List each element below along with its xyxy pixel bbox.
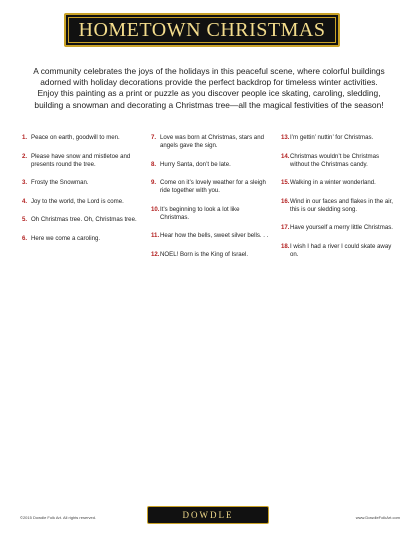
clue-item	[281, 153, 399, 169]
clue-item	[22, 134, 140, 142]
clue-number: 6.	[22, 234, 28, 242]
clue-column-1	[22, 134, 140, 254]
clue-number: 9.	[151, 179, 157, 187]
clue-item	[151, 232, 269, 240]
clue-number: 2.	[22, 152, 28, 160]
clue-item	[281, 134, 399, 142]
clue-item	[22, 216, 140, 224]
clue-item	[281, 198, 399, 214]
clue-number: 12.	[151, 250, 160, 258]
clue-text: It’s beginning to look a lot like Christmas.	[160, 205, 240, 221]
clue-text: Love was born at Christmas, stars and angels gave the sign.	[160, 134, 264, 149]
clue-number: 4.	[22, 197, 28, 205]
clue-text: Hear how the bells, sweet silver bells. . .	[160, 232, 269, 240]
clue-number: 16.	[281, 197, 290, 205]
clue-text: Walking in a winter wonderland.	[290, 179, 376, 187]
clue-item	[22, 198, 140, 206]
clue-text: Please have snow and mistletoe and presents round the tree.	[31, 152, 131, 168]
clue-text: NOEL! Born is the King of Israel.	[160, 250, 249, 258]
clue-text: Peace on earth, goodwill to men.	[31, 134, 120, 141]
clue-item	[22, 235, 140, 243]
clue-item	[22, 153, 140, 169]
copyright-text: ©2015 Dowdle Folk Art. All rights reserved.	[20, 515, 97, 520]
clue-number: 1.	[22, 134, 28, 141]
clue-item	[281, 224, 399, 232]
clue-text: Frosty the Snowman.	[31, 179, 89, 187]
website-link[interactable]: www.DowdleFolkArt.com	[355, 515, 400, 520]
clue-number: 15.	[281, 179, 290, 187]
clue-item	[281, 243, 399, 259]
clue-text: I wish I had a river I could skate away on.	[290, 242, 392, 258]
clue-text: Christmas wouldn’t be Christmas without the Christmas candy.	[290, 152, 380, 168]
clue-number: 10.	[151, 205, 160, 213]
title-banner	[64, 13, 340, 47]
clue-text: Have yourself a merry little Christmas.	[290, 224, 393, 232]
logo-text: DOWDLE	[182, 510, 234, 520]
clue-text: Wind in our faces and flakes in the air, this is our sledding song.	[290, 197, 393, 213]
clue-text: Hurry Santa, don’t be late.	[160, 160, 231, 168]
clue-number: 8.	[151, 160, 157, 168]
clue-item	[151, 206, 269, 222]
dowdle-logo	[147, 506, 269, 524]
intro-paragraph: A community celebrates the joys of the holidays in this peaceful scene, where colorful buildings adorned with holiday decorations provide the perfect backdrop for timeless winter activities. Enjoy this painting as a print or puzzle as you discover people ice skating, caroling, sledding, building a snowman and decorating a Christmas tree—all the magical festivities of the season!	[33, 66, 385, 110]
clue-column-2	[151, 134, 269, 270]
clue-text: Here we come a caroling.	[31, 234, 101, 242]
clue-number: 3.	[22, 179, 28, 187]
clue-number: 7.	[151, 134, 157, 141]
clue-number: 17.	[281, 224, 290, 232]
clue-text: Joy to the world, the Lord is come.	[31, 197, 124, 205]
clue-item	[151, 134, 269, 150]
clue-text: I’m gettin’ nuttin’ for Christmas.	[290, 134, 374, 141]
clue-number: 18.	[281, 242, 290, 250]
clue-item	[151, 179, 269, 195]
page-title: HOMETOWN CHRISTMAS	[78, 18, 326, 41]
clue-item	[151, 251, 269, 259]
clue-number: 14.	[281, 152, 290, 160]
clue-number: 11.	[151, 232, 160, 240]
clue-column-3	[281, 134, 399, 270]
clue-text: Come on it’s lovely weather for a sleigh ride together with you.	[160, 179, 266, 195]
clue-text: Oh Christmas tree. Oh, Christmas tree.	[31, 216, 137, 224]
clue-item	[151, 161, 269, 169]
clue-number: 13.	[281, 134, 290, 141]
clue-item	[22, 179, 140, 187]
clue-item	[281, 179, 399, 187]
clue-number: 5.	[22, 216, 28, 224]
